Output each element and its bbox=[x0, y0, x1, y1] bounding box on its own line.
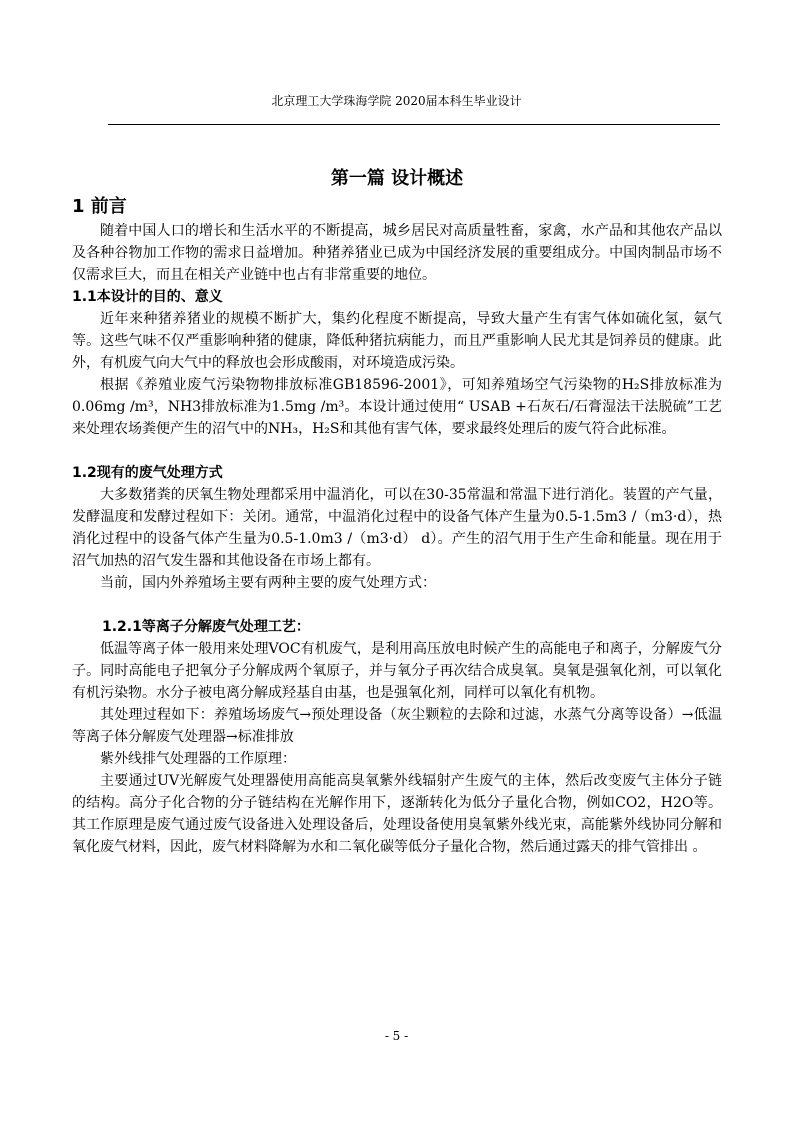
paragraph-existing-methods-2: 当前，国内外养殖场主要有两种主要的废气处理方式： bbox=[100, 575, 436, 591]
section-heading-plasma: 1.2.1等离子分解废气处理工艺： bbox=[102, 619, 310, 635]
section-heading-purpose: 1.1本设计的目的、意义 bbox=[72, 289, 223, 305]
paragraph-existing-methods-1: 大多数猪粪的厌氧生物处理都采用中温消化，可以在30-35常温和常温下进行消化。装置的产气量，发酵温度和发酵过程如下：关闭。通常，中温消化过程中的设备气体产生量为0.5-1.5m3 /（m3·d），热消化过程中的设备气体产生量为0.5-1.0m3 /（m3·d） d）。产生的沼气用于生产生命和能量。现在用于沼气加热的沼气发生器和其他设备在市场上都有。 bbox=[72, 487, 722, 569]
spacer bbox=[72, 440, 722, 462]
header-divider bbox=[108, 124, 720, 125]
paragraph-preface: 随着中国人口的增长和生活水平的不断提高，城乡居民对高质量牲畜，家禽，水产品和其他农产品以及各种谷物加工作物的需求日益增加。种猪养猪业已成为中国经济发展的重要组成分。中国肉制品市场不仅需求巨大，而且在相关产业链中也占有非常重要的地位。 bbox=[72, 223, 722, 283]
chapter-title: 第一篇 设计概述 bbox=[330, 168, 464, 189]
paragraph-plasma-4: 主要通过UV光解废气处理器使用高能高臭氧紫外线辐射产生废气的主体，然后改变废气主体分子链的结构。高分子化合物的分子链结构在光解作用下，逐渐转化为低分子量化合物，例如CO2，H2O等。其工作原理是废气通过废气设备进入处理设备后，处理设备使用臭氧紫外线光束，高能紫外线协同分解和氧化废气材料，因此，废气材料降解为水和二氧化碳等低分子量化合物，然后通过露天的排气管排出 。 bbox=[72, 773, 722, 855]
paragraph-purpose-2: 根据《养殖业废气污染物物排放标准GB18596-2001》，可知养殖场空气污染物的H₂S排放标准为0.06mg /m³，NH3排放标准为1.5mg /m³。本设计通过使用“ USAB +石灰石/石膏湿法干法脱硫”工艺来处理农场粪便产生的沼气中的NH₃，H₂S和其他有害气体，要求最终处理后的废气符合此标准。 bbox=[72, 377, 722, 437]
section-heading-preface: 1 前言 bbox=[72, 196, 127, 217]
paragraph-plasma-1: 低温等离子体一般用来处理VOC有机废气，是利用高压放电时候产生的高能电子和离子，分解废气分子。同时高能电子把氧分子分解成两个氧原子，并与氧分子再次结合成臭氧。臭氧是强氧化剂，可以氧化有机污染物。水分子被电离分解成羟基自由基，也是强氧化剂，同样可以氧化有机物。 bbox=[72, 641, 722, 701]
document-body bbox=[72, 164, 722, 858]
paragraph-plasma-3: 紫外线排气处理器的工作原理： bbox=[100, 751, 296, 767]
section-heading-existing-methods: 1.2现有的废气处理方式 bbox=[72, 465, 223, 481]
spacer bbox=[72, 594, 722, 616]
page-header: 北京理工大学珠海学院 2020届本科生毕业设计 bbox=[271, 94, 522, 108]
paragraph-plasma-2: 其处理过程如下：养殖场场废气→预处理设备（灰尘颗粒的去除和过滤，水蒸气分离等设备）→低温等离子体分解废气处理器→标准排放 bbox=[72, 707, 722, 745]
paragraph-purpose-1: 近年来种猪养猪业的规模不断扩大，集约化程度不断提高，导致大量产生有害气体如硫化氢，氨气等。这些气味不仅严重影响种猪的健康，降低种猪抗病能力，而且严重影响人民尤其是饲养员的健康。此外，有机废气向大气中的释放也会形成酸雨，对环境造成污染。 bbox=[72, 311, 722, 371]
page-number: - 5 - bbox=[384, 1029, 409, 1043]
